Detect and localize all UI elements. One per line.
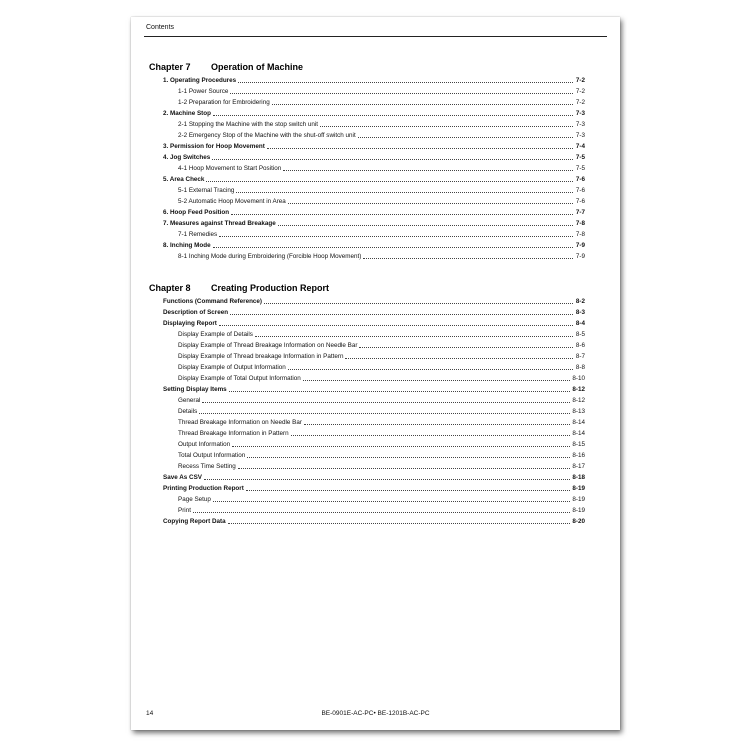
toc-entry-label: Save As CSV <box>163 474 202 481</box>
dot-leader <box>288 203 573 204</box>
toc-entry[interactable] <box>163 317 585 328</box>
toc-entry[interactable] <box>163 74 585 85</box>
dot-leader <box>228 523 571 524</box>
toc-entry[interactable] <box>163 471 585 482</box>
toc-entry-page: 7-3 <box>575 132 585 139</box>
toc-entry[interactable] <box>163 140 585 151</box>
toc-entry-label: 5-1 External Tracing <box>178 187 235 194</box>
toc-entry[interactable] <box>163 416 585 427</box>
dot-leader <box>219 236 573 237</box>
toc-entry-page: 8-14 <box>572 419 585 426</box>
toc-entry-page: 7-9 <box>575 253 585 260</box>
toc-entry-label: Thread Breakage Information on Needle Bar <box>178 419 302 426</box>
toc-entry[interactable] <box>163 339 585 350</box>
toc-entry-label: Recess Time Setting <box>178 463 236 470</box>
toc-entry[interactable] <box>163 328 585 339</box>
toc-entry-page: 8-12 <box>572 397 585 404</box>
dot-leader <box>320 126 573 127</box>
dot-leader <box>199 413 570 414</box>
toc-entry-page: 7-3 <box>575 121 585 128</box>
toc-entry-page: 7-6 <box>575 187 585 194</box>
toc-list <box>163 74 585 261</box>
toc-entry-label: Displaying Report <box>163 320 217 327</box>
dot-leader <box>232 446 570 447</box>
toc-entry-page: 8-5 <box>575 331 585 338</box>
toc-list <box>163 295 585 526</box>
dot-leader <box>283 170 573 171</box>
page-number: 14 <box>146 710 154 717</box>
toc-entry-page: 7-2 <box>575 88 585 95</box>
toc-entry-page: 8-15 <box>572 441 585 448</box>
toc-entry-label: Thread Breakage Information in Pattern <box>178 430 289 437</box>
toc-entry[interactable] <box>163 504 585 515</box>
dot-leader <box>304 424 570 425</box>
dot-leader <box>272 104 573 105</box>
toc-entry-label: 6. Hoop Feed Position <box>163 209 230 216</box>
toc-entry-page: 8-19 <box>572 507 585 514</box>
toc-entry[interactable] <box>163 107 585 118</box>
dot-leader <box>291 435 571 436</box>
toc-entry-page: 7-5 <box>575 165 585 172</box>
toc-entry[interactable] <box>163 184 585 195</box>
toc-entry-page: 8-19 <box>572 485 585 492</box>
dot-leader <box>219 325 573 326</box>
toc-entry-page: 7-4 <box>575 143 585 150</box>
toc-entry[interactable] <box>163 306 585 317</box>
toc-entry[interactable] <box>163 515 585 526</box>
toc-entry[interactable] <box>163 85 585 96</box>
toc-entry[interactable] <box>163 162 585 173</box>
toc-entry[interactable] <box>163 394 585 405</box>
toc-entry-label: 7-1 Remedies <box>178 231 218 238</box>
toc-entry[interactable] <box>163 372 585 383</box>
toc-entry-label: Display Example of Total Output Information <box>178 375 301 382</box>
dot-leader <box>255 336 573 337</box>
toc-entry-page: 8-14 <box>572 430 585 437</box>
toc-entry[interactable] <box>163 206 585 217</box>
dot-leader <box>213 115 573 116</box>
toc-entry-label: Setting Display Items <box>163 386 227 393</box>
toc-entry-label: 5-2 Automatic Hoop Movement in Area <box>178 198 286 205</box>
toc-entry-page: 8-12 <box>572 386 585 393</box>
footer-model: BE-0901E-AC-PC• BE-1201B-AC-PC <box>321 710 430 717</box>
toc-entry[interactable] <box>163 239 585 250</box>
toc-entry-label: 4-1 Hoop Movement to Start Position <box>178 165 282 172</box>
header-rule <box>144 36 607 37</box>
toc-entry-label: 4. Jog Switches <box>163 154 211 161</box>
toc-entry-label: 7. Measures against Thread Breakage <box>163 220 276 227</box>
toc-entry[interactable] <box>163 427 585 438</box>
toc-entry[interactable] <box>163 195 585 206</box>
dot-leader <box>213 247 573 248</box>
chapter-number: Chapter 8 <box>149 283 191 293</box>
toc-entry-page: 8-13 <box>572 408 585 415</box>
toc-entry-page: 8-8 <box>575 364 585 371</box>
toc-entry-label: Display Example of Output Information <box>178 364 286 371</box>
dot-leader <box>264 303 573 304</box>
toc-entry[interactable] <box>163 250 585 261</box>
toc-entry-label: 8. Inching Mode <box>163 242 211 249</box>
toc-entry-label: Display Example of Thread breakage Information in Pattern <box>178 353 344 360</box>
toc-entry[interactable] <box>163 217 585 228</box>
dot-leader <box>267 148 573 149</box>
dot-leader <box>204 479 570 480</box>
toc-entry[interactable] <box>163 493 585 504</box>
dot-leader <box>345 358 573 359</box>
dot-leader <box>206 181 573 182</box>
dot-leader <box>358 137 573 138</box>
toc-entry[interactable] <box>163 129 585 140</box>
dot-leader <box>202 402 570 403</box>
chapter-number: Chapter 7 <box>149 62 191 72</box>
toc-entry-label: 5. Area Check <box>163 176 205 183</box>
toc-entry-page: 8-3 <box>575 309 585 316</box>
toc-entry-page: 8-4 <box>575 320 585 327</box>
dot-leader <box>212 159 573 160</box>
dot-leader <box>213 501 570 502</box>
dot-leader <box>229 391 571 392</box>
toc-entry-page: 7-5 <box>575 154 585 161</box>
toc-entry[interactable] <box>163 96 585 107</box>
toc-entry[interactable] <box>163 383 585 394</box>
toc-entry-label: Functions (Command Reference) <box>163 298 263 305</box>
dot-leader <box>246 490 571 491</box>
toc-entry-page: 8-10 <box>572 375 585 382</box>
toc-entry-label: Total Output Information <box>178 452 246 459</box>
toc-entry-label: 2. Machine Stop <box>163 110 211 117</box>
toc-entry-label: 1. Operating Procedures <box>163 77 237 84</box>
toc-entry-label: 8-1 Inching Mode during Embroidering (Forcible Hoop Movement) <box>178 253 362 260</box>
dot-leader <box>247 457 570 458</box>
toc-entry[interactable] <box>163 118 585 129</box>
toc-entry-page: 7-8 <box>575 220 585 227</box>
toc-entry[interactable] <box>163 438 585 449</box>
chapter-heading <box>149 283 329 293</box>
toc-entry-label: 1-1 Power Source <box>178 88 229 95</box>
dot-leader <box>231 214 573 215</box>
toc-entry-page: 8-20 <box>572 518 585 525</box>
dot-leader <box>359 347 573 348</box>
toc-entry-label: 2-2 Emergency Stop of the Machine with the shut-off switch unit <box>178 132 356 139</box>
dot-leader <box>230 93 573 94</box>
running-header: Contents <box>146 24 175 31</box>
toc-entry-label: Printing Production Report <box>163 485 244 492</box>
toc-entry-label: Copying Report Data <box>163 518 226 525</box>
toc-entry-page: 7-2 <box>575 77 585 84</box>
document-page <box>131 17 620 730</box>
toc-entry-label: 3. Permission for Hoop Movement <box>163 143 265 150</box>
dot-leader <box>363 258 573 259</box>
toc-entry-label: Display Example of Details <box>178 331 253 338</box>
toc-entry-page: 7-3 <box>575 110 585 117</box>
dot-leader <box>238 82 573 83</box>
chapter-heading <box>149 62 303 72</box>
toc-entry-page: 7-6 <box>575 176 585 183</box>
dot-leader <box>230 314 573 315</box>
toc-entry[interactable] <box>163 151 585 162</box>
toc-entry-page: 7-7 <box>575 209 585 216</box>
toc-entry-page: 7-2 <box>575 99 585 106</box>
toc-entry[interactable] <box>163 228 585 239</box>
toc-entry-label: Page Setup <box>178 496 211 503</box>
dot-leader <box>238 468 571 469</box>
dot-leader <box>193 512 570 513</box>
toc-entry-page: 7-9 <box>575 242 585 249</box>
toc-entry-label: 1-2 Preparation for Embroidering <box>178 99 270 106</box>
toc-entry[interactable] <box>163 460 585 471</box>
toc-entry[interactable] <box>163 449 585 460</box>
toc-entry[interactable] <box>163 361 585 372</box>
toc-entry-page: 8-6 <box>575 342 585 349</box>
dot-leader <box>288 369 573 370</box>
dot-leader <box>278 225 573 226</box>
toc-entry-page: 8-2 <box>575 298 585 305</box>
toc-entry-page: 8-17 <box>572 463 585 470</box>
toc-entry-page: 8-7 <box>575 353 585 360</box>
chapter-title: Creating Production Report <box>211 283 330 293</box>
toc-entry[interactable] <box>163 173 585 184</box>
toc-entry-label: General <box>178 397 201 404</box>
chapter-title: Operation of Machine <box>211 62 304 72</box>
dot-leader <box>236 192 573 193</box>
toc-entry-label: 2-1 Stopping the Machine with the stop switch unit <box>178 121 319 128</box>
toc-entry-page: 8-18 <box>572 474 585 481</box>
toc-entry-label: Output Information <box>178 441 231 448</box>
dot-leader <box>303 380 571 381</box>
toc-entry-label: Details <box>178 408 198 415</box>
toc-entry-label: Description of Screen <box>163 309 229 316</box>
toc-entry-label: Display Example of Thread Breakage Information on Needle Bar <box>178 342 358 349</box>
toc-entry[interactable] <box>163 350 585 361</box>
toc-entry[interactable] <box>163 295 585 306</box>
toc-entry[interactable] <box>163 405 585 416</box>
toc-entry-page: 8-19 <box>572 496 585 503</box>
toc-entry-page: 7-6 <box>575 198 585 205</box>
toc-entry[interactable] <box>163 482 585 493</box>
toc-entry-page: 8-16 <box>572 452 585 459</box>
toc-entry-label: Print <box>178 507 191 514</box>
toc-entry-page: 7-8 <box>575 231 585 238</box>
